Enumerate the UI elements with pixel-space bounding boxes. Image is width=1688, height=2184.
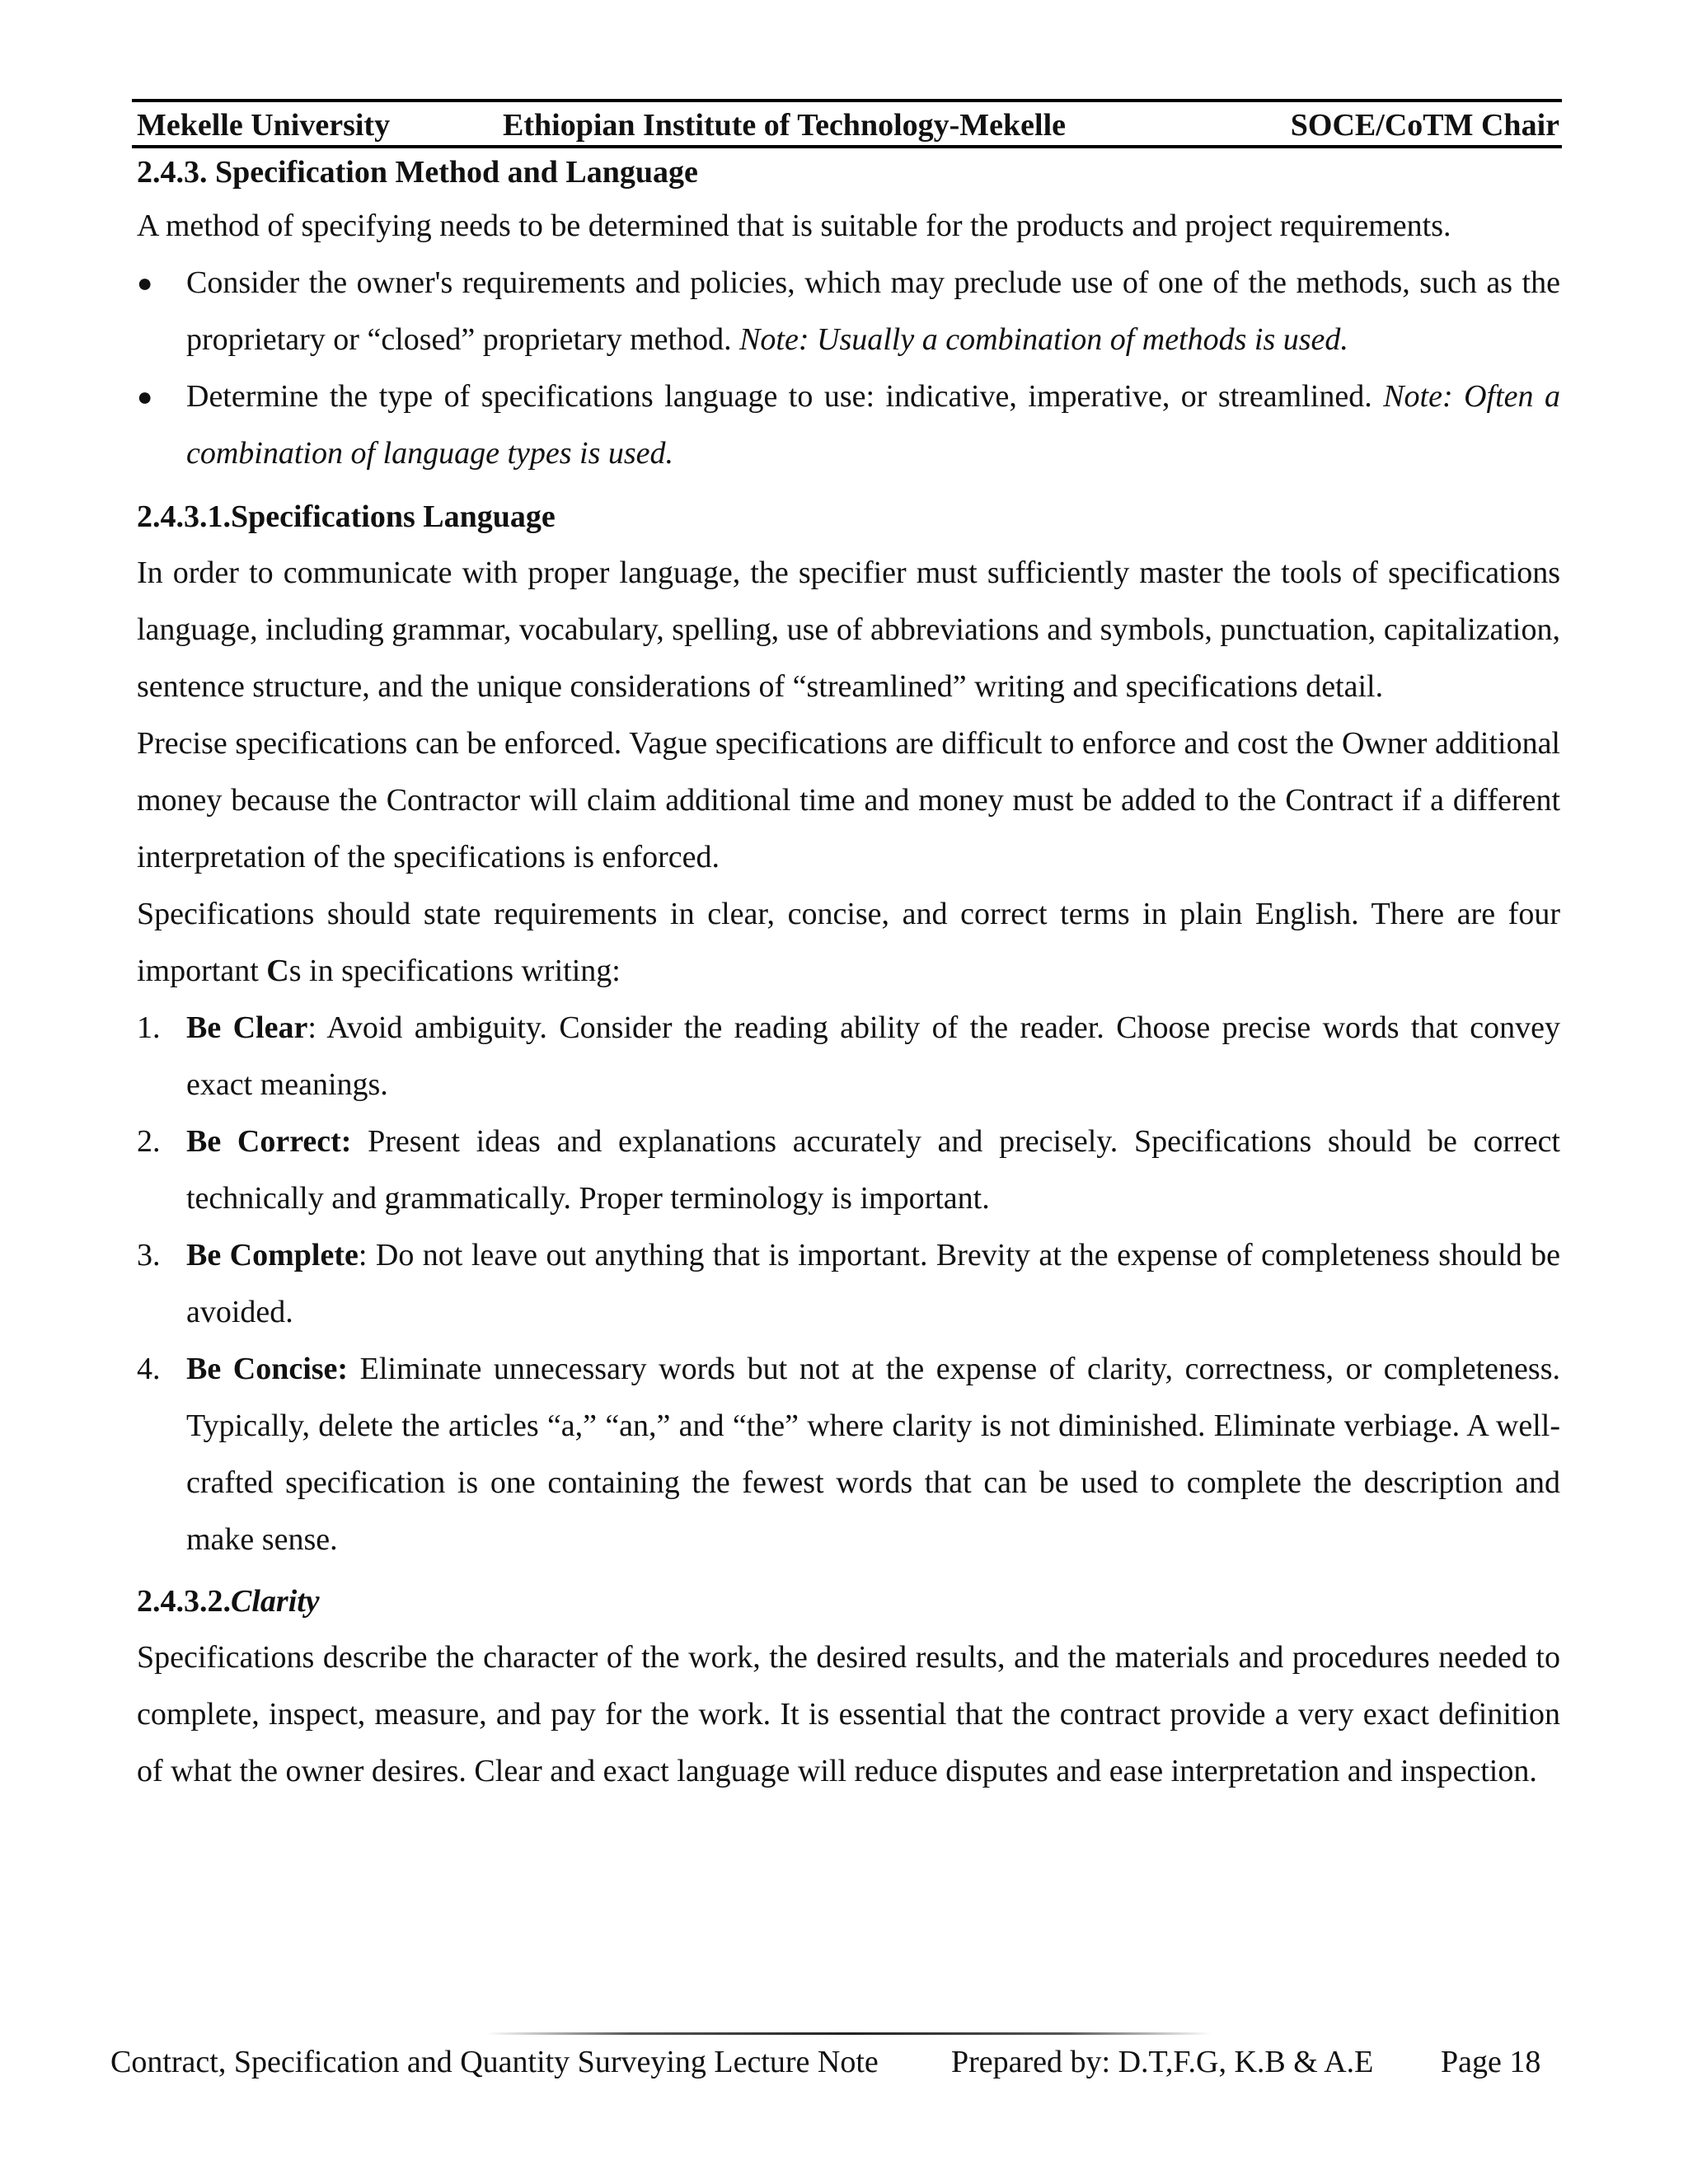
list-number: 4. xyxy=(137,1352,161,1386)
numbered-list xyxy=(137,1000,1560,1568)
header-top-rule xyxy=(132,99,1562,102)
header-chair: SOCE/CoTM Chair xyxy=(1290,108,1559,143)
paragraph xyxy=(137,886,1560,1000)
section-heading-2-4-3-1: 2.4.3.1.Specifications Language xyxy=(137,499,556,534)
header-institute: Ethiopian Institute of Technology-Mekelle xyxy=(503,108,1066,143)
bullet-note: Note: Often a combination of language types is used. xyxy=(186,379,1560,471)
bullet-text: Determine the type of specifications language to use: indicative, imperative, or streamlined. xyxy=(186,379,1384,414)
list-number: 2. xyxy=(137,1124,161,1159)
item-text: Eliminate unnecessary words but not at the expense of clarity, correctness, or completeness. Typically, delete the articles “a,” “an,” and “the” where clarity is not diminished. Eliminate verbiage. A well-crafted specification is one containing the fewest words that can be used to complete the description and make sense. xyxy=(186,1352,1560,1557)
bullet-list xyxy=(137,255,1560,482)
list-number: 3. xyxy=(137,1238,161,1272)
item-label: Be Concise: xyxy=(186,1352,349,1386)
section-heading-2-4-3-2 xyxy=(137,1573,1560,1629)
footer-title: Contract, Specification and Quantity Surveying Lecture Note xyxy=(110,2045,879,2079)
paragraph: Precise specifications can be enforced. Vague specifications are difficult to enforce and cost the Owner additional money because the Contractor will claim additional time and money must be added to the Contract if a different interpretation of the specifications is enforced. xyxy=(137,726,1560,874)
paragraph: Specifications describe the character of the work, the desired results, and the materials and procedures needed to complete, inspect, measure, and pay for the work. It is essential that the contract provide a very exact definition of what the owner desires. Clear and exact language will reduce disputes and ease interpretation and inspection. xyxy=(137,1640,1560,1788)
header-university: Mekelle University xyxy=(137,108,391,143)
footer-divider xyxy=(486,2032,1212,2035)
item-text: Present ideas and explanations accurately and precisely. Specifications should be correct technically and grammatically. Proper terminology is important. xyxy=(186,1124,1560,1216)
section-intro: A method of specifying needs to be determined that is suitable for the products and project requirements. xyxy=(137,209,1451,243)
bullet-note: Note: Usually a combination of methods is used. xyxy=(739,322,1348,357)
paragraph-text: s in specifications writing: xyxy=(288,954,621,988)
footer-prepared-by: Prepared by: D.T,F.G, K.B & A.E xyxy=(951,2045,1374,2079)
paragraph-text: Specifications should state requirements in clear, concise, and correct terms in plain English. There are four important xyxy=(137,897,1560,988)
paragraph-bold-c: C xyxy=(266,954,289,988)
list-number: 1. xyxy=(137,1010,161,1045)
list-item xyxy=(137,1341,1560,1568)
list-item xyxy=(137,368,1560,482)
heading-title: Clarity xyxy=(231,1584,320,1619)
list-item xyxy=(137,1227,1560,1341)
footer-page-number: Page 18 xyxy=(1441,2045,1541,2079)
bullet-icon: ● xyxy=(137,382,153,411)
main-content xyxy=(137,147,1560,1800)
paragraph: In order to communicate with proper language, the specifier must sufficiently master the tools of specifications language, including grammar, vocabulary, spelling, use of abbreviations and symbols, punctuation, capitalization, sentence structure, and the unique considerations of “streamlined” writing and specifications detail. xyxy=(137,555,1560,704)
item-label: Be Clear xyxy=(186,1010,308,1045)
bullet-icon: ● xyxy=(137,268,153,298)
list-item xyxy=(137,1113,1560,1227)
list-item xyxy=(137,255,1560,368)
item-text: : Avoid ambiguity. Consider the reading ability of the reader. Choose precise words that convey exact meanings. xyxy=(186,1010,1560,1102)
item-text: : Do not leave out anything that is important. Brevity at the expense of completeness should be avoided. xyxy=(186,1238,1560,1329)
page-footer xyxy=(110,2039,1561,2085)
item-label: Be Correct: xyxy=(186,1124,352,1159)
list-item xyxy=(137,1000,1560,1113)
section-heading-2-4-3: 2.4.3. Specification Method and Language xyxy=(137,155,698,190)
bullet-text: Consider the owner's requirements and policies, which may preclude use of one of the methods, such as the proprietary or “closed” proprietary method. xyxy=(186,265,1560,357)
page-header xyxy=(137,104,1559,147)
item-label: Be Complete xyxy=(186,1238,359,1272)
heading-number: 2.4.3.2. xyxy=(137,1584,231,1619)
